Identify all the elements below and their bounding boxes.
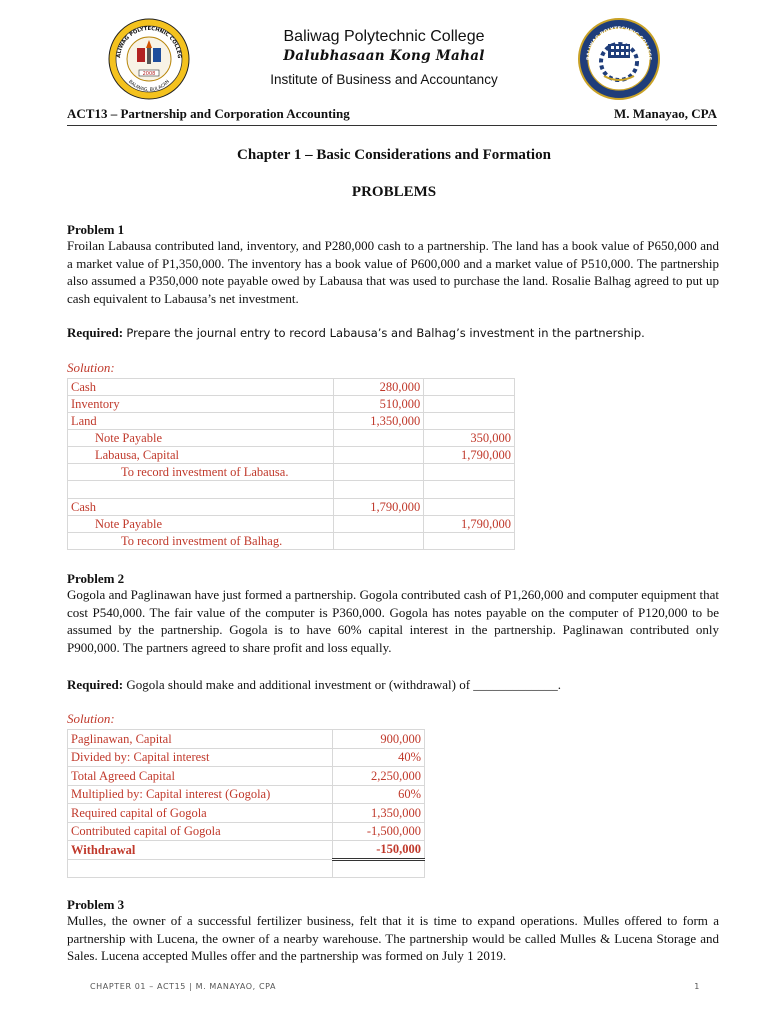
- label-cell: Total Agreed Capital: [68, 767, 333, 786]
- problem-2-text: Gogola and Paglinawan have just formed a partnership. Gogola contributed cash of P1,260,000 and computer equipment that cost P540,000. The fair value of the computer is P360,000. Gogola has notes payable on the computer of P120,000 to be assumed by the partnership. Gogola is to have 60% capital interest in the partnership. Paglinawan contributed only P900,000. The partners agreed to share profit and loss equally.: [67, 587, 719, 655]
- problem-2-title: Problem 2: [67, 571, 125, 586]
- solution-computation-table: [67, 729, 425, 878]
- debit-cell: 1,350,000: [333, 413, 424, 430]
- account-name: Note Payable: [95, 431, 162, 445]
- account-name: Note Payable: [95, 517, 162, 531]
- college-motto: Dalubhasaan Kong Mahal: [283, 48, 485, 64]
- table-row: [68, 481, 515, 499]
- debit-cell: [333, 516, 424, 533]
- debit-cell: [333, 481, 424, 499]
- account-cell: [68, 464, 334, 481]
- account-name: Cash: [71, 500, 96, 514]
- account-cell: [68, 533, 334, 550]
- svg-text:BALIWAG POLYTECHNIC COLLEGE: ALIWAG POLYTECHNIC COLLEG: [115, 25, 183, 59]
- credit-cell: [424, 481, 515, 499]
- credit-cell: [424, 396, 515, 413]
- credit-cell: [424, 499, 515, 516]
- account-name: Labausa, Capital: [95, 448, 179, 462]
- required-label: Required:: [67, 677, 124, 692]
- account-name: To record investment of Balhag.: [121, 534, 283, 548]
- account-cell: [68, 396, 334, 413]
- problem-1-title: Problem 1: [67, 222, 125, 237]
- svg-text:BALIWAG POLYTECHNIC COLLEGE: BALIWAG POLYTECHNIC COLLEGE: [585, 25, 653, 61]
- table-row: [68, 396, 515, 413]
- value-cell: 2,250,000: [333, 767, 425, 786]
- college-name: Baliwag Polytechnic College: [283, 28, 485, 45]
- header-divider: [67, 125, 717, 126]
- credit-cell: [424, 379, 515, 396]
- page-footer: [90, 982, 700, 991]
- account-cell: [68, 379, 334, 396]
- value-cell: 900,000: [333, 730, 425, 749]
- table-row: [68, 730, 425, 749]
- debit-cell: 1,790,000: [333, 499, 424, 516]
- svg-text:BALIWAG, BULACAN: BALIWAG, BULACAN: [127, 79, 171, 94]
- table-row: [68, 859, 425, 878]
- course-bar: [67, 106, 717, 122]
- value-cell: 1,350,000: [333, 804, 425, 823]
- credit-cell: [424, 533, 515, 550]
- account-cell: [68, 447, 334, 464]
- problem-3-title: Problem 3: [67, 897, 125, 912]
- label-cell: Withdrawal: [68, 841, 333, 860]
- debit-cell: [333, 447, 424, 464]
- instructor-name: M. Manayao, CPA: [613, 106, 717, 121]
- account-name: Inventory: [71, 397, 120, 411]
- required-label: Required:: [67, 325, 124, 340]
- footer-text: CHAPTER 01 – ACT15 | M. MANAYAO, CPA: [90, 982, 277, 991]
- label-cell: Contributed capital of Gogola: [68, 822, 333, 841]
- account-name: Cash: [71, 380, 96, 394]
- value-cell: [333, 859, 425, 878]
- problem-1-solution-label: Solution:: [67, 360, 115, 375]
- required-text: Gogola should make and additional investment or (withdrawal) of _____________.: [126, 677, 562, 692]
- account-cell: [68, 481, 334, 499]
- section-title: PROBLEMS: [351, 184, 437, 200]
- journal-entry-table: [67, 378, 515, 550]
- problem-1-text: Froilan Labausa contributed land, inventory, and P280,000 cash to a partnership. The land has a book value of P650,000 and a market value of P1,350,000. The inventory has a book value of P600,000 and a market value of P510,000. The partnership also assumed a P350,000 note payable owed by Labausa that was used to purchase the land. Rosalie Balhag agreed to put up cash equivalent to Labausa’s net investment.: [67, 238, 719, 306]
- table-row: [68, 447, 515, 464]
- debit-cell: [333, 430, 424, 447]
- credit-cell: [424, 413, 515, 430]
- table-row: [68, 767, 425, 786]
- problem-2-solution-label: Solution:: [67, 711, 115, 726]
- credit-cell: 1,790,000: [424, 447, 515, 464]
- debit-cell: 280,000: [333, 379, 424, 396]
- table-row: [68, 464, 515, 481]
- account-cell: [68, 413, 334, 430]
- account-name: Land: [71, 414, 97, 428]
- table-row: [68, 516, 515, 533]
- svg-text:2008: 2008: [142, 71, 156, 77]
- table-row: [68, 748, 425, 767]
- debit-cell: 510,000: [333, 396, 424, 413]
- table-row: [68, 785, 425, 804]
- problem-1-required: [67, 324, 719, 343]
- label-cell: Multiplied by: Capital interest (Gogola): [68, 785, 333, 804]
- table-row: [68, 804, 425, 823]
- table-row: [68, 499, 515, 516]
- table-row: [68, 533, 515, 550]
- table-row: [68, 841, 425, 860]
- page-header: [0, 0, 768, 100]
- value-cell: 40%: [333, 748, 425, 767]
- required-text: Prepare the journal entry to record Labausa’s and Balhag’s investment in the partnership.: [126, 326, 645, 340]
- table-row: [68, 822, 425, 841]
- account-cell: [68, 499, 334, 516]
- credit-cell: [424, 464, 515, 481]
- table-row: [68, 413, 515, 430]
- institute-name: Institute of Business and Accountancy: [270, 72, 498, 87]
- label-cell: Required capital of Gogola: [68, 804, 333, 823]
- label-cell: Paglinawan, Capital: [68, 730, 333, 749]
- debit-cell: [333, 464, 424, 481]
- chapter-title: Chapter 1 – Basic Considerations and Formation: [237, 147, 551, 163]
- problem-2-required: [67, 676, 719, 694]
- value-cell: -150,000: [333, 841, 425, 860]
- debit-cell: [333, 533, 424, 550]
- value-cell: 60%: [333, 785, 425, 804]
- credit-cell: 1,790,000: [424, 516, 515, 533]
- account-cell: [68, 516, 334, 533]
- table-row: [68, 379, 515, 396]
- table-row: [68, 430, 515, 447]
- problem-3-text: Mulles, the owner of a successful fertilizer business, felt that it is time to expand operations. Mulles offered to form a partnership with Lucena, the owner of a nearby warehouse. The partnership would be called Mulles & Lucena Storage and Sales. Lucena accepted Mulles offer and the partnership was formed on July 1 2019.: [67, 913, 719, 964]
- page-number: 1: [694, 982, 700, 991]
- value-cell: -1,500,000: [333, 822, 425, 841]
- label-cell: Divided by: Capital interest: [68, 748, 333, 767]
- account-cell: [68, 430, 334, 447]
- institute-seal-right-logo: [578, 18, 660, 100]
- credit-cell: 350,000: [424, 430, 515, 447]
- label-cell: [68, 859, 333, 878]
- course-title: ACT13 – Partnership and Corporation Accounting: [67, 106, 350, 121]
- account-name: To record investment of Labausa.: [121, 465, 289, 479]
